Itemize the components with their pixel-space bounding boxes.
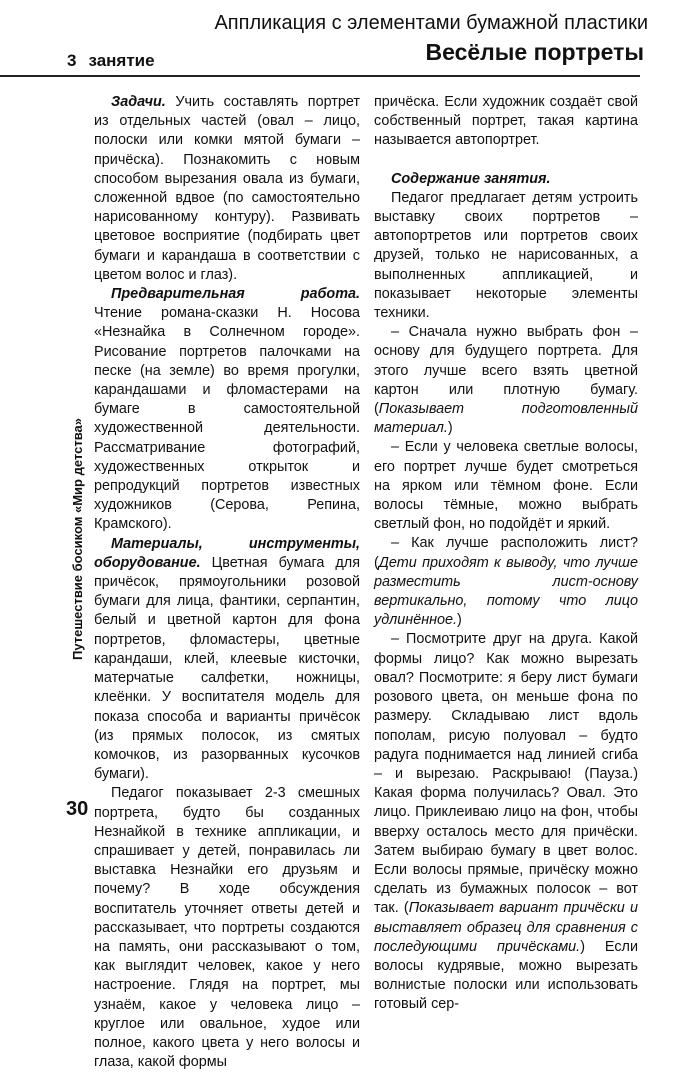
page-title: Весёлые портреты (425, 39, 644, 65)
p4-text: – Как лучше расположить лист? ( (374, 535, 638, 571)
tasks-paragraph (94, 93, 360, 285)
content-paragraph-4 (374, 534, 638, 630)
p2-remark: Показывает подготовленный материал. (374, 401, 638, 437)
p5-text: – Посмотрите друг на друга. Какой формы лицо? Как можно вырезать овал? Посмотрите: я беру лист бумаги розового цвета, он меньше фона по размеру. Складываю лист вдоль пополам, рисую полуовал – будто радуга поднимается над линией сгиба – и вырезаю. Раскрываю! (Пауза.) Какая форма получилась? Овал. Это лицо. Приклеиваю лицо на фон, чтобы вверху осталось место для причёски. Затем выбираю бумагу в цвет волос. Если волосы прямые, причёску можно сделать из бумажных полосок – вот так. ( (374, 631, 638, 917)
left-column (94, 93, 360, 1072)
continuation-paragraph: причёска. Если художник создаёт свой собственный портрет, такая картина называется автопортрет. (374, 94, 638, 149)
lesson-number: 3 (67, 51, 77, 70)
content-heading (374, 170, 638, 189)
prep-paragraph (94, 285, 360, 535)
prep-label: Предварительная работа. (111, 286, 360, 303)
header-rule (0, 75, 640, 77)
intro-paragraph: Педагог показывает 2-3 смешных портрета, будто бы созданных Незнайкой в технике аппликации, и спрашивает у детей, понравилась ли выставка Незнайки его друзьям и почему? В ходе обсуждения воспитатель уточняет ответы детей и рассказывает, что портреты создаются на память, они рассказывают о том, как выглядит человек, какое у него настроение. Глядя на портрет, мы узнаём, какое у человека лицо – круглое или овальное, худое или полное, какого цвета у него волосы и глаза, какой формы (94, 785, 360, 1071)
lesson-label (67, 50, 155, 72)
series-title: Путешествие босиком «Мир детства» (70, 418, 85, 660)
content-paragraph-2 (374, 323, 638, 438)
lesson-word: занятие (88, 51, 155, 70)
content-paragraph-5 (374, 630, 638, 1014)
p4-remark: Дети приходят к выводу, что лучше разместить лист-основу вертикально, потому что лицо удлинённое. (374, 554, 638, 629)
page-number: 30 (66, 798, 89, 820)
p5-end: ) Если волосы кудрявые, можно вырезать волнистые полоски или использовать готовый сер- (374, 938, 638, 1013)
p5-remark: Показывает вариант причёски и выставляет образец для сравнения с последующими причёсками. (374, 900, 638, 955)
content-paragraph-3: – Если у человека светлые волосы, его портрет лучше будет смотреться на ярком или тёмном фоне. Если волосы тёмные, можно выбрать светлый фон, но подойдёт и яркий. (374, 439, 638, 533)
content-paragraph-1: Педагог предлагает детям устроить выставку своих портретов – автопортретов или портретов своих друзей, только не нарисованных, а выполненных аппликацией, и показывает некоторые элементы техники. (374, 189, 638, 322)
p4-end: ) (457, 612, 462, 629)
right-column (374, 93, 638, 1015)
materials-text: Цветная бумага для причёсок, прямоугольники розовой бумаги для лица, фантики, серпантин, белый и цветной картон для фона портретов, фломастеры, цветные карандаши, клей, клеевые кисточки, матерчатые салфетки, ножницы, клеёнки. У воспитателя модель для показа способа и варианты причёсок (из прямых полосок, из смятых комочков, из разорванных кусочков бумаги). (94, 554, 360, 783)
section-subtitle: Аппликация с элементами бумажной пластики (214, 12, 648, 34)
tasks-text: Учить составлять портрет из отдельных частей (овал – лицо, полоски или комки мятой бумаги – причёска). Познакомить с новым способом вырезания овала из бумаги, сложенной вдвое (по самостоятельно нарисованному контуру). Развивать цветовое восприятие (подбирать цвет бумаги и карандаша в соответствии с цветом волос и глаз). (94, 94, 360, 283)
materials-paragraph (94, 535, 360, 785)
content-label: Содержание занятия. (391, 170, 551, 187)
p2-end: ) (447, 420, 453, 437)
prep-text: Чтение романа-сказки Н. Носова «Незнайка в Солнечном городе». Рисование портретов палочками на песке (на земле) во время прогулки, карандашами и фломастерами на бумаге в самостоятельной художественной деятельности. Рассматривание фотографий, художественных открыток и репродукций портретов известных художников (Серова, Репина, Крамского). (94, 305, 360, 533)
materials-label: Материалы, инструменты, оборудование. (94, 535, 360, 571)
p2-text: – Сначала нужно выбрать фон – основу для будущего портрета. Для этого лучше всего взять цветной картон или плотную бумагу. ( (374, 324, 638, 418)
tasks-label: Задачи. (111, 94, 166, 110)
